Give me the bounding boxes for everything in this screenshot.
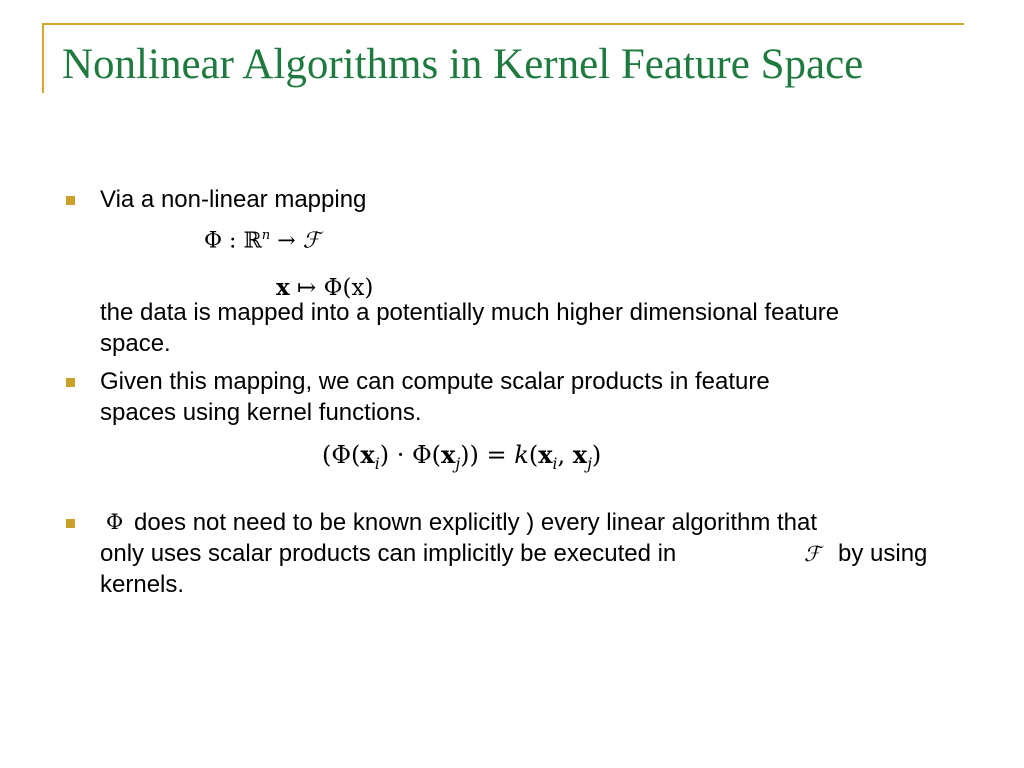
bullet-3-line-2b: by using (838, 540, 928, 567)
bullet-1-line-2: space. (100, 330, 171, 357)
kernel-arg-index-j: j (587, 454, 592, 473)
bullet-1-marker (66, 196, 75, 205)
kernel-arg-index-i: i (552, 454, 558, 473)
slide-title: Nonlinear Algorithms in Kernel Feature Space (62, 41, 864, 88)
mapping-formula-1 (204, 228, 320, 253)
index-j: j (455, 454, 461, 473)
phi-symbol: Φ (204, 228, 223, 254)
bullet-3-line-1: does not need to be known explicitly ) every linear algorithm that (134, 509, 818, 536)
bullet-2-marker (66, 378, 75, 387)
index-i: i (374, 454, 380, 473)
dot-phi: ) · Φ( (379, 441, 442, 469)
bullet-3-marker (66, 519, 75, 528)
bullet-3-phi: Φ (106, 510, 124, 534)
bullet-3-feature-space: ℱ (804, 542, 821, 566)
kernel-arg-xi: x (538, 440, 553, 469)
bullet-3-line-3: kernels. (100, 571, 185, 598)
reals-symbol: ℝ (243, 228, 262, 254)
equals-part: )) = (460, 441, 515, 469)
colon: : (229, 228, 237, 254)
title-frame-top-line (42, 23, 964, 25)
vector-xj: x (441, 440, 456, 469)
k-open: ( (528, 441, 539, 469)
vector-x: x (276, 274, 290, 301)
feature-space-symbol: ℱ (302, 228, 320, 254)
kernel-k: k (514, 441, 529, 469)
arrow-symbol: → (277, 228, 296, 254)
phi-of-x: Φ(x) (323, 275, 374, 301)
bullet-2-line-1: Given this mapping, we can compute scalar products in feature (100, 368, 770, 395)
kernel-arg-xj: x (572, 440, 588, 469)
vector-xi: x (360, 440, 375, 469)
bullet-3-line-2a: only uses scalar products can implicitly be executed in (100, 540, 677, 567)
bullet-1-intro: Via a non-linear mapping (100, 186, 367, 213)
bullet-1-line-1: the data is mapped into a potentially much higher dimensional feature (100, 299, 840, 326)
kernel-lhs-open: (Φ( (322, 441, 361, 469)
kernel-formula (322, 440, 601, 473)
exponent-n: n (261, 228, 271, 243)
title-frame-left-line (42, 23, 44, 93)
mapsto-symbol: ↦ (297, 275, 317, 301)
k-close: ) (591, 441, 602, 469)
kernel-comma: , (557, 441, 573, 469)
bullet-2-line-2: spaces using kernel functions. (100, 399, 422, 426)
